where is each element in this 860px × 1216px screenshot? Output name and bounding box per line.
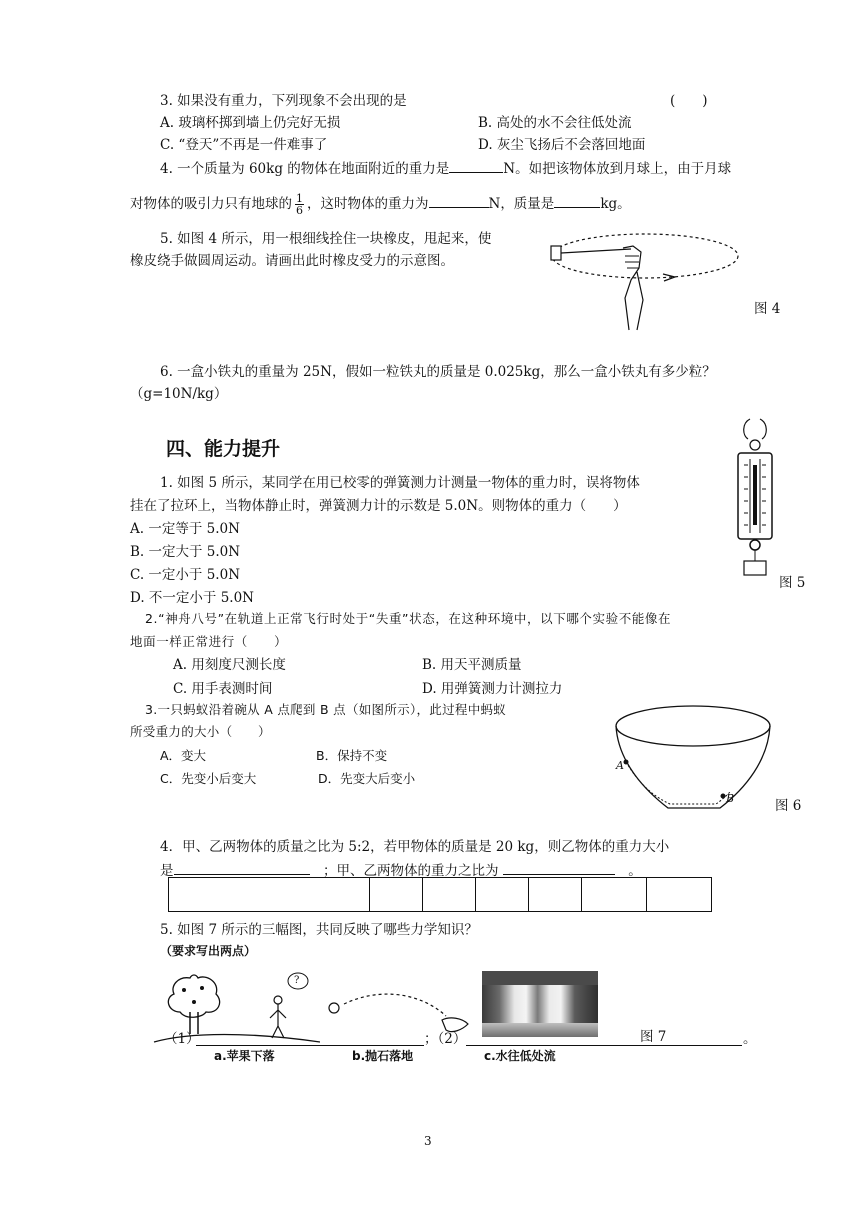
- waterfall-photo: [482, 971, 598, 1037]
- p2-option-a: A. 用刻度尺测长度: [173, 657, 286, 673]
- stone: [329, 1003, 339, 1013]
- p3-line1: 3.一只蚂蚁沿着碗从 A 点爬到 B 点（如图所示），此过程中蚂蚁: [145, 702, 507, 717]
- figure-5-spring-scale: [730, 415, 780, 579]
- p4-text-2: ；甲、乙两物体的重力之比为: [323, 863, 499, 879]
- q5-line1: 5. 如图 4 所示，用一根细线拴住一块橡皮，甩起来，使: [160, 231, 492, 247]
- p5-line2: （要求写出两点）: [160, 944, 257, 958]
- p2-option-c: C. 用手表测时间: [173, 681, 273, 697]
- p5-line1: 5. 如图 7 所示的三幅图，共同反映了哪些力学知识？: [160, 922, 478, 938]
- answer-cell[interactable]: [169, 878, 370, 912]
- p5-answer-2-blank[interactable]: [466, 1031, 742, 1046]
- p3-option-b: B．保持不变: [316, 748, 388, 763]
- page-number: 3: [424, 1134, 432, 1148]
- point-b-label: B: [726, 792, 735, 805]
- point-a-label: A: [616, 759, 624, 772]
- answer-cell[interactable]: [647, 878, 712, 912]
- answer-grid: [168, 877, 712, 912]
- figure-4-rotating-eraser: [545, 222, 745, 334]
- hand: [623, 246, 643, 330]
- p3-line2: 所受重力的大小（ ）: [130, 724, 271, 739]
- answer-cell[interactable]: [423, 878, 476, 912]
- p2-option-d: D. 用弹簧测力计测拉力: [422, 681, 563, 697]
- tree-crown: [168, 975, 219, 1017]
- point-a-dot: [624, 760, 629, 765]
- string: [561, 249, 631, 253]
- p1-line2: 挂在了拉环上，当物体静止时，弹簧测力计的示数是 5.0N。则物体的重力（ ）: [130, 498, 627, 514]
- caption-water-flowing: c.水往低处流: [484, 1049, 556, 1063]
- top-ring: [750, 440, 760, 450]
- q4-blank-mass[interactable]: [554, 193, 600, 208]
- q4-line2: [130, 193, 631, 216]
- q6-line2: （g=10N/kg）: [130, 386, 228, 402]
- section-title: 四、能力提升: [166, 438, 281, 460]
- p3-option-c: C．先变小后变大: [160, 771, 257, 786]
- q4-text-5: N，质量是: [488, 196, 555, 212]
- eraser: [551, 246, 561, 260]
- figure-4-caption: 图 4: [754, 301, 781, 317]
- p2-option-b: B. 用天平测质量: [422, 657, 522, 673]
- spring-rod: [753, 465, 757, 525]
- p5-answer-end: 。: [743, 1031, 757, 1047]
- q3-option-b: B. 高处的水不会往低处流: [478, 115, 632, 131]
- p1-option-c: C. 一定小于 5.0N: [130, 567, 241, 583]
- holding-hand: [744, 419, 767, 439]
- p4-text-3: 。: [628, 863, 642, 879]
- person-head: [274, 996, 282, 1004]
- p4-blank-ratio[interactable]: [503, 860, 615, 875]
- apple: [182, 988, 186, 992]
- answer-cell[interactable]: [529, 878, 582, 912]
- q4-text-4: ，这时物体的重力为: [307, 196, 429, 212]
- q4-text-6: kg。: [600, 196, 631, 212]
- point-b-dot: [721, 794, 726, 799]
- q4-line1: [160, 158, 731, 178]
- fingers: [625, 256, 639, 268]
- q3-option-c: C. “登天”不再是一件难事了: [160, 137, 328, 153]
- apple: [200, 986, 204, 990]
- q5-line2: 橡皮绕手做圆周运动。请画出此时橡皮受力的示意图。: [130, 253, 454, 269]
- caption-apple-falling: a.苹果下落: [214, 1049, 275, 1063]
- hanging-object: [744, 561, 766, 575]
- p4-text-1: 是: [160, 863, 174, 879]
- apple: [192, 1000, 196, 1004]
- p1-option-b: B. 一定大于 5.0N: [130, 544, 241, 560]
- p4-line1: 4．甲、乙两物体的质量之比为 5:2，若甲物体的质量是 20 kg，则乙物体的重力大小: [160, 839, 670, 855]
- fraction-one-sixth: [295, 193, 304, 216]
- p1-option-a: A. 一定等于 5.0N: [130, 521, 240, 537]
- q6-line1: 6. 一盒小铁丸的重量为 25N，假如一粒铁丸的质量是 0.025kg，那么一盒小铁丸有多少粒？: [160, 364, 716, 380]
- q4-blank-moon-weight[interactable]: [429, 193, 489, 208]
- p3-option-d: D．先变大后变小: [318, 771, 416, 786]
- q3-option-d: D. 灰尘飞扬后不会落回地面: [478, 137, 646, 153]
- bottom-hook: [750, 540, 760, 550]
- q3-option-a: A. 玻璃杯掷到墙上仍完好无损: [160, 115, 341, 131]
- p3-option-a: A．变大: [160, 748, 207, 763]
- p2-line1: 2.“神舟八号”在轨道上正常飞行时处于“失重”状态，在这种环境中，以下哪个实验不能像在: [145, 611, 672, 626]
- p5-answer-1-blank[interactable]: [196, 1031, 424, 1046]
- q4-text-2: N。如把该物体放到月球上，由于月球: [503, 161, 732, 177]
- q4-blank-weight[interactable]: [449, 158, 503, 173]
- figure-7-caption: 图 7: [640, 1029, 667, 1045]
- bowl-rim: [616, 706, 770, 746]
- fraction-denominator: 6: [296, 204, 303, 217]
- fraction-numerator: 1: [296, 192, 303, 205]
- q3-answer-paren: ( ): [670, 93, 708, 109]
- p4-blank-weight[interactable]: [174, 860, 310, 875]
- q3-stem: 3. 如果没有重力，下列现象不会出现的是: [160, 93, 407, 109]
- p1-line1: 1. 如图 5 所示，某同学在用已校零的弹簧测力计测量一物体的重力时，误将物体: [160, 475, 640, 491]
- caption-stone-landing: b.抛石落地: [352, 1049, 414, 1063]
- question-mark-text: ?: [294, 975, 300, 986]
- p5-answer-1-label: （1）: [164, 1031, 200, 1047]
- q4-text-3: 对物体的吸引力只有地球的: [130, 196, 292, 212]
- q4-text-1: 4. 一个质量为 60kg 的物体在地面附近的重力是: [160, 161, 450, 177]
- stone-trajectory: [344, 994, 446, 1016]
- figure-6-bowl: [612, 700, 774, 818]
- p2-line2: 地面一样正常进行（ ）: [130, 634, 288, 649]
- figure-6-caption: 图 6: [775, 798, 802, 814]
- figure-5-caption: 图 5: [779, 575, 806, 591]
- answer-cell[interactable]: [370, 878, 423, 912]
- cliff-top: [482, 971, 598, 985]
- circular-path: [552, 234, 738, 278]
- answer-cell[interactable]: [476, 878, 529, 912]
- p1-option-d: D. 不一定小于 5.0N: [130, 590, 254, 606]
- answer-cell[interactable]: [582, 878, 647, 912]
- p5-answer-2-label: ；（2）: [424, 1031, 467, 1047]
